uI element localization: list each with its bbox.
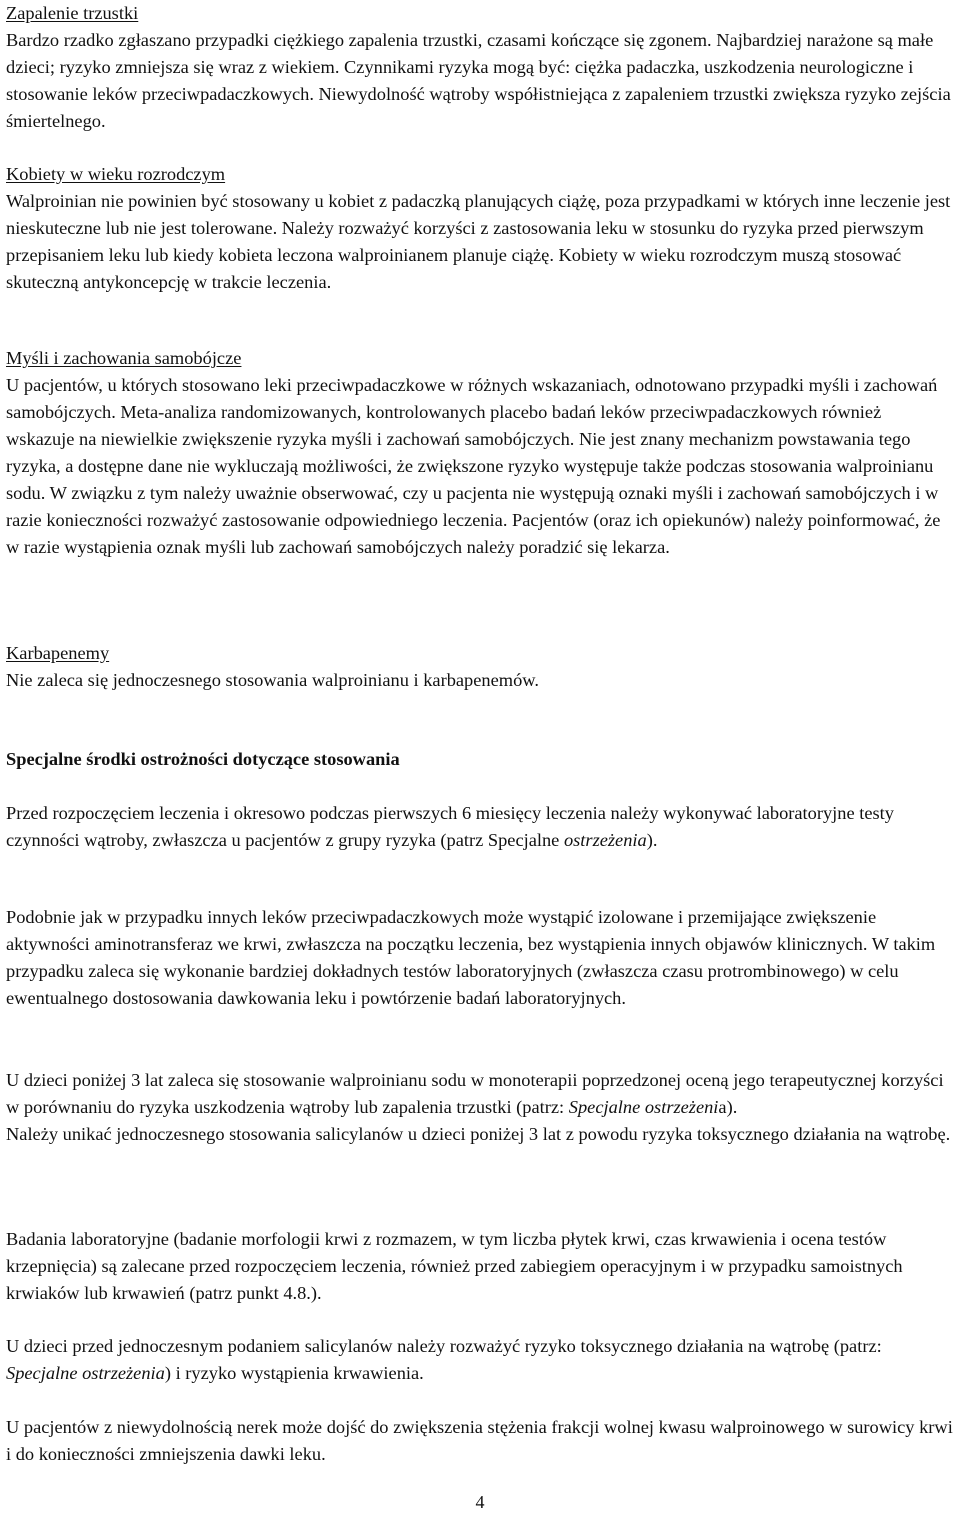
section-heading: Myśli i zachowania samobójcze: [6, 348, 242, 368]
section-heading: Kobiety w wieku rozrodczym: [6, 164, 226, 184]
page-number: 4: [475, 1492, 485, 1512]
section-text: U pacjentów, u których stosowano leki przeciwpadaczkowe w różnych wskazaniach, odnotowano przypadki myśli i zachowań samobójczych. Meta-analiza randomizowanych, kontrolowanych placebo badań leków przeciwpadaczkowych również wskazuje na niewielkie zwiększenie ryzyka myśli i zachowań samobójczych. Nie jest znany mechanizm powstawania tego ryzyka, a dostępne dane nie wykluczają możliwości, że zwiększone ryzyko występuje także podczas stosowania walproinianu sodu. W związku z tym należy uważnie obserwować, czy u pacjenta nie występują oznaki myśli i zachowań samobójczych i w razie konieczności rozważyć zastosowanie odpowiedniego leczenia. Pacjentów (oraz ich opiekunów) należy poinformować, że w razie wystąpienia oznak myśli lub zachowań samobójczych należy poradzić się lekarza.: [6, 375, 941, 557]
paragraph: [6, 1067, 954, 1148]
section-text: Walproinian nie powinien być stosowany u kobiet z padaczką planujących ciążę, poza przypadkami w których inne leczenie jest nieskuteczne lub nie jest tolerowane. Należy rozważyć korzyści z zastosowania leku w stosunku do ryzyka przed pierwszym przepisaniem leku lub kiedy kobieta leczona walproinianem planuje ciążę. Kobiety w wieku rozrodczym muszą stosować skuteczną antykoncepcję w trakcie leczenia.: [6, 191, 951, 292]
paragraph: Badania laboratoryjne (badanie morfologii krwi z rozmazem, w tym liczba płytek krwi, czas krwawienia i ocena testów krzepnięcia) są zalecane przed rozpoczęciem leczenia, również przed zabiegiem operacyjnym i w przypadku samoistnych krwiaków lub krwawień (patrz punkt 4.8.).: [6, 1229, 903, 1303]
italic-ref: Specjalne ostrzeżeni: [568, 1097, 719, 1117]
paragraph: Podobnie jak w przypadku innych leków przeciwpadaczkowych może wystąpić izolowane i przemijające zwiększenie aktywności aminotransferaz we krwi, zwłaszcza na początku leczenia, bez wystąpienia innych objawów klinicznych. W takim przypadku zaleca się wykonanie bardziej dokładnych testów laboratoryjnych (zwłaszcza czasu protrombinowego) w celu ewentualnego dostosowania dawkowania leku i powtórzenie badań laboratoryjnych.: [6, 907, 936, 1008]
italic-ref: ostrzeżenia: [563, 830, 647, 850]
paragraph-text: Należy unikać jednoczesnego stosowania salicylanów u dzieci poniżej 3 lat z powodu ryzyka toksycznego działania na wątrobę.: [6, 1124, 951, 1144]
section-carbapenems: [6, 640, 954, 694]
paragraph-text: U dzieci przed jednoczesnym podaniem salicylanów należy rozważyć ryzyko toksycznego działania na wątrobę (patrz:: [6, 1336, 882, 1356]
section-women: [6, 161, 954, 296]
paragraph-text: Przed rozpoczęciem leczenia i okresowo podczas pierwszych 6 miesięcy leczenia należy wykonywać laboratoryjne testy czynności wątroby, zwłaszcza u pacjentów z grupy ryzyka (patrz Specjalne: [6, 803, 894, 850]
italic-ref: Specjalne ostrzeżenia: [6, 1363, 165, 1383]
paragraph: [6, 800, 954, 854]
precautions-heading: Specjalne środki ostrożności dotyczące stosowania: [6, 749, 400, 769]
paragraph: [6, 1333, 954, 1387]
section-suicidal: [6, 345, 954, 561]
section-heading: Karbapenemy: [6, 643, 110, 663]
paragraph-text: U dzieci poniżej 3 lat zaleca się stosowanie walproinianu sodu w monoterapii poprzedzonej oceną jego terapeutycznej korzyści w porównaniu do ryzyka uszkodzenia wątroby lub zapalenia trzustki (patrz:: [6, 1070, 944, 1117]
paragraph: U pacjentów z niewydolnością nerek może dojść do zwiększenia stężenia frakcji wolnej kwasu walproinowego w surowicy krwi i do konieczności zmniejszenia dawki leku.: [6, 1417, 953, 1464]
paragraph-text: ) i ryzyko wystąpienia krwawienia.: [164, 1363, 424, 1383]
section-pancreatitis: [6, 0, 954, 135]
paragraph-text: ).: [646, 830, 658, 850]
paragraph-text: a).: [718, 1097, 738, 1117]
section-text: Bardzo rzadko zgłaszano przypadki ciężkiego zapalenia trzustki, czasami kończące się zgonem. Najbardziej narażone są małe dzieci; ryzyko zmniejsza się wraz z wiekiem. Czynnikami ryzyka mogą być: ciężka padaczka, uszkodzenia neurologiczne i stosowanie leków przeciwpadaczkowych. Niewydolność wątroby współistniejąca z zapaleniem trzustki zwiększa ryzyko zejścia śmiertelnego.: [6, 30, 951, 131]
section-text: Nie zaleca się jednoczesnego stosowania walproinianu i karbapenemów.: [6, 670, 539, 690]
section-heading: Zapalenie trzustki: [6, 3, 139, 23]
